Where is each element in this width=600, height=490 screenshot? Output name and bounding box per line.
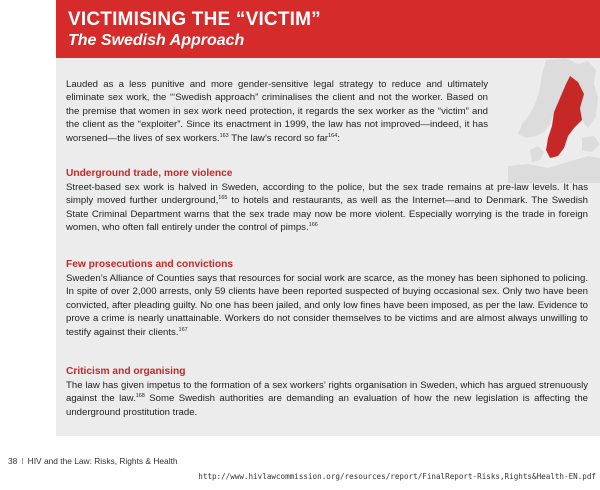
- section-heading: Underground trade, more violence: [66, 168, 233, 179]
- footer-separator: I: [21, 456, 24, 466]
- section-text: Street-based sex work is halved in Sweden, according to the police, but the sex trade remains at pre-law levels. It has simply moved further underground,: [66, 182, 588, 207]
- intro-text: :: [337, 132, 340, 144]
- section-body: [66, 272, 588, 339]
- page-title: VICTIMISING THE “VICTIM”: [68, 9, 321, 30]
- section-few-prosecutions: [66, 258, 588, 339]
- section-heading: Few prosecutions and convictions: [66, 259, 233, 270]
- publication-title: HIV and the Law: Risks, Rights & Health: [27, 456, 178, 466]
- section-text: Sweden’s Alliance of Counties says that resources for social work are scarce, as the money has been siphoned to policing. In spite of over 2,000 arrests, only 59 clients have been reported suspected of buying occasional sex. Only two have been convicted, after pleading guilty. No one has been jailed, and only low fines have been imposed, as per the law. Evidence to prove a crime is nearly unattainable. Workers do not consider themselves to be victims and are almost always unwilling to testify against their clients.: [66, 273, 588, 338]
- intro-text: The law’s record so far: [228, 132, 329, 144]
- footnote-ref: 165: [218, 195, 228, 202]
- section-text: Some Swedish authorities are demanding an evaluation of how the new legislation is affecting the underground prostitution trade.: [66, 393, 588, 418]
- sweden-map-icon: [508, 58, 600, 183]
- section-body: [66, 181, 588, 235]
- footnote-ref: 166: [308, 222, 318, 229]
- section-text: The law has given impetus to the formation of a sex workers’ rights organisation in Sweden, which has argued strenuously against the law.: [66, 380, 588, 405]
- source-url: http://www.hivlawcommission.org/resources/report/FinalReport-Risks,Rights&Health-EN.pdf: [198, 472, 596, 481]
- page-subtitle: The Swedish Approach: [68, 32, 245, 49]
- footnote-ref: 167: [178, 326, 188, 333]
- intro-text: Lauded as a less punitive and more gender-sensitive legal strategy to reduce and ultimately eliminate sex work, the “‘Swedish approach” criminalises the client and not the worker. Based on the premise that women in sex work need protection, it regards the sex worker as the “victim” and the client as the “exploiter”. Since its enactment in 1999, the law has not improved—indeed, it has worsened—the lives of sex workers.: [66, 79, 488, 144]
- intro-paragraph: [66, 78, 488, 145]
- content-panel: [56, 58, 600, 436]
- section-text: to hotels and restaurants, as well as the Internet—and to Denmark. The Swedish State Criminal Department warns that the sex trade may now be more violent. Especially worrying is the trade in foreign women, who often fall entirely under the control of pimps.: [66, 195, 588, 234]
- section-heading: Criticism and organising: [66, 366, 186, 377]
- footnote-ref: 168: [135, 393, 145, 400]
- section-underground-trade: [66, 167, 588, 235]
- footnote-ref: 164: [328, 132, 338, 139]
- page-number: 38: [8, 456, 18, 466]
- section-body: [66, 379, 588, 419]
- page-footer: [8, 456, 178, 466]
- title-banner: [56, 0, 600, 58]
- footnote-ref: 163: [219, 132, 229, 139]
- section-criticism-organising: [66, 365, 588, 419]
